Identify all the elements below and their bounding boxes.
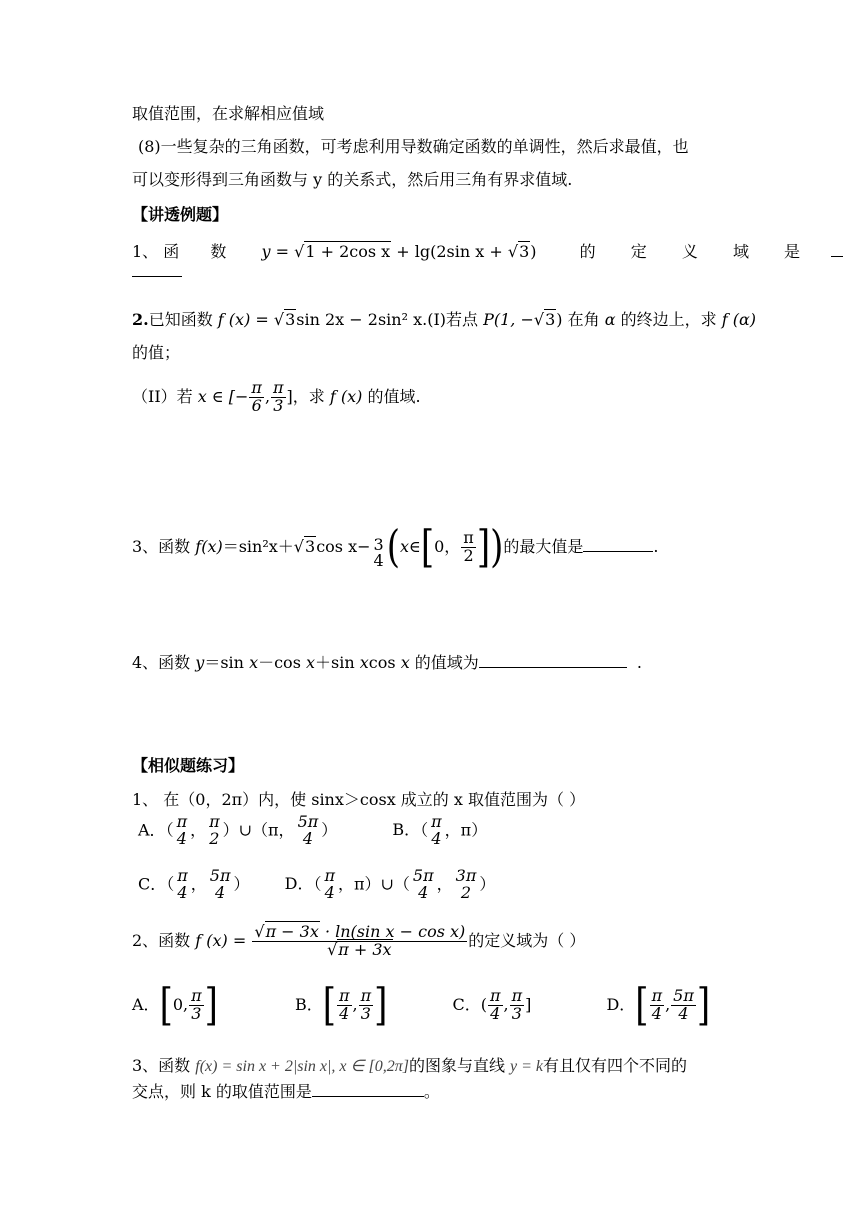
question-2-function: f (x) =	[217, 310, 274, 329]
fraction-denominator: 4	[302, 828, 313, 848]
fraction	[337, 988, 352, 1023]
fraction-numerator: 5π	[673, 986, 694, 1005]
left-bracket: [	[159, 979, 173, 1032]
fraction	[510, 988, 525, 1023]
practice-2-options	[132, 979, 711, 1032]
fraction	[207, 814, 222, 848]
option-a-text: （	[165, 820, 174, 840]
question-3-formula: ＝sin²x＋	[222, 536, 294, 556]
fraction-denominator: 4	[177, 882, 188, 902]
sqrt-symbol: √	[293, 536, 304, 556]
question-2-part-2	[132, 380, 421, 415]
fraction-numerator: π	[489, 986, 501, 1005]
intro-line-1: 取值范围，在求解相应值域	[132, 104, 325, 123]
fraction-denominator: 4	[651, 1003, 662, 1023]
fraction-numerator: 5π	[412, 866, 434, 885]
question-2-part-1: .(I)若点	[422, 310, 484, 329]
question-1-word: 函	[163, 242, 180, 261]
option-c-label: C．	[452, 994, 481, 1014]
practice-2	[132, 924, 585, 959]
practice-3-end: 。	[423, 1082, 440, 1101]
right-brace: )	[490, 521, 504, 574]
question-1	[132, 242, 843, 261]
practice-3-line-2-text: 交点，则 k 的取值范围是	[132, 1082, 312, 1101]
fraction-denominator: 4	[373, 551, 384, 571]
right-bracket: ]	[476, 521, 491, 574]
question-2-part-2-text: 的值域.	[362, 386, 421, 406]
question-1-tail-word: 是	[784, 242, 801, 261]
fraction-numerator: π	[651, 986, 663, 1005]
practice-2-num-rest: · ln(sin x − cos x)	[319, 922, 466, 941]
right-bracket: ]	[204, 979, 218, 1032]
practice-3-line-eq: y = k	[510, 1058, 544, 1075]
question-4-text: －cos	[258, 653, 306, 672]
option-b-text: （	[420, 820, 429, 840]
left-bracket: [	[635, 979, 649, 1032]
question-4-x: x	[306, 653, 316, 672]
left-bracket: [	[322, 979, 336, 1032]
fraction-denominator: 3	[511, 1003, 522, 1023]
fraction	[252, 924, 467, 959]
fraction-denominator: 6	[251, 395, 262, 415]
practice-1-options-ab	[138, 814, 487, 848]
comma: ,	[665, 994, 671, 1014]
fraction	[175, 814, 190, 848]
fraction-numerator: π	[339, 986, 350, 1005]
open-paren: (	[480, 994, 487, 1014]
question-1-answer-blank-b	[132, 276, 182, 277]
fraction-numerator: π	[251, 378, 262, 397]
question-2-alpha: α	[604, 310, 616, 329]
question-2-interval-close: ]	[286, 386, 293, 406]
fraction-numerator: π	[177, 866, 188, 885]
fraction	[296, 814, 321, 848]
practice-3-formula: f(x) = sin x + 2|sin x|, x ∈ [0,2π]	[195, 1058, 409, 1075]
option-c-text: （	[166, 874, 175, 894]
fraction-denominator: 4	[215, 882, 226, 902]
practice-3-text: 的图象与直线	[408, 1056, 511, 1075]
question-2-part-2-text: ，求	[292, 386, 330, 406]
question-1-tail-word: 定	[630, 242, 647, 261]
question-2-text: 的终边上，求	[615, 310, 722, 329]
option-b-label: B．	[392, 820, 421, 840]
option-d-mid: ，π）∪（	[337, 874, 410, 894]
left-brace: (	[386, 521, 400, 574]
separator: ，	[190, 874, 207, 894]
practice-2-function: f (x) =	[195, 930, 252, 950]
question-4-answer-blank	[479, 667, 627, 668]
separator: ，	[436, 874, 453, 894]
right-bracket: ]	[696, 979, 711, 1032]
fraction-denominator: 3	[273, 395, 284, 415]
question-2-number: 2.	[132, 310, 149, 329]
fraction	[322, 868, 337, 902]
fraction	[454, 868, 479, 902]
fraction-denominator: 4	[431, 828, 442, 848]
question-2-point-sqrt: 3	[545, 310, 556, 329]
fraction-numerator: π	[324, 866, 335, 885]
question-3-number: 3、函数	[132, 536, 196, 556]
question-1-number: 1、	[132, 242, 159, 261]
fraction	[249, 380, 264, 415]
fraction-denominator: 4	[678, 1003, 689, 1023]
question-2-text: 在角	[562, 310, 605, 329]
question-3-zero: 0，	[434, 536, 461, 556]
fraction	[359, 988, 374, 1023]
question-4-x: x	[249, 653, 259, 672]
question-2-text: 已知函数	[148, 310, 218, 329]
option-c-end: ）	[233, 874, 250, 894]
question-4-text: cos	[368, 653, 401, 672]
fraction	[208, 868, 233, 902]
question-1-sqrt-3: 3	[519, 242, 530, 261]
question-1-word: 数	[210, 242, 227, 261]
question-4-text: ＝sin	[204, 653, 250, 672]
fraction-numerator: π	[273, 378, 284, 397]
close-bracket: ]	[525, 994, 532, 1014]
question-3-sqrt-3: 3	[305, 536, 316, 556]
comma: ,	[264, 386, 271, 406]
sqrt-symbol: √	[254, 922, 265, 941]
practice-1-stem: 1、 在（0，2π）内，使 sinx＞cosx 成立的 x 取值范围为（ ）	[132, 790, 586, 809]
question-1-tail-word: 的	[579, 242, 596, 261]
question-1-answer-blank-a	[831, 256, 843, 257]
option-a-label: A．	[138, 820, 166, 840]
question-3-domain: x∈	[399, 536, 421, 556]
fraction-denominator: 4	[418, 882, 429, 902]
fraction	[461, 530, 476, 565]
fraction	[189, 988, 204, 1023]
section-title-examples: 【讲透例题】	[132, 205, 229, 224]
question-1-formula-lhs: y =	[261, 242, 295, 261]
separator: ，	[190, 820, 207, 840]
practice-3-line-2	[132, 1082, 440, 1101]
practice-3-number: 3、函数	[132, 1056, 196, 1075]
question-1-tail-word: 义	[681, 242, 698, 261]
question-3-answer-blank	[583, 551, 653, 552]
practice-2-den-sqrt: π + 3x	[338, 939, 392, 959]
option-d-end: ）	[479, 874, 496, 894]
fraction-numerator: π	[431, 812, 442, 831]
fraction-numerator: π	[209, 812, 220, 831]
fraction-denominator: 4	[339, 1003, 350, 1023]
sqrt-symbol: √	[327, 939, 338, 959]
fraction-numerator: π	[191, 986, 202, 1005]
question-1-sqrt-arg: 1 + 2cos x	[305, 242, 391, 261]
comma: ,	[503, 994, 509, 1014]
fraction-numerator: 5π	[297, 812, 319, 831]
question-4-x: x	[400, 653, 410, 672]
sqrt-symbol: √	[533, 310, 545, 329]
option-c-label: C．	[138, 874, 167, 894]
question-2-point: P(1, −	[483, 310, 534, 329]
question-3-tail: 的最大值是	[503, 536, 584, 556]
fraction-denominator: 2	[460, 882, 472, 902]
option-b-label: B．	[294, 994, 323, 1014]
question-2-formula: sin 2x − 2sin² x	[296, 310, 423, 329]
fraction-denominator: 4	[324, 882, 335, 902]
question-3	[132, 521, 659, 574]
question-2-fx: f (x)	[329, 386, 363, 406]
fraction	[488, 988, 503, 1023]
practice-3	[132, 1056, 687, 1076]
sqrt-symbol: √	[294, 242, 305, 261]
question-2-line-2: 的值；	[132, 343, 181, 362]
question-4-text: 4、函数	[132, 653, 196, 672]
fraction-numerator: π	[360, 986, 372, 1005]
fraction-numerator: 3π	[455, 866, 477, 885]
practice-2-number: 2、函数	[132, 930, 196, 950]
question-2-point-close: )	[556, 310, 563, 329]
question-4-x: x	[359, 653, 369, 672]
fraction-numerator: 5π	[209, 866, 231, 885]
intro-line-2: (8)一些复杂的三角函数，可考虑利用导数确定函数的单调性，然后求最值，也	[138, 137, 689, 156]
option-d-label: D．	[284, 874, 314, 894]
right-bracket: ]	[374, 979, 388, 1032]
practice-1-options-cd	[138, 868, 495, 902]
fraction-denominator	[252, 939, 467, 959]
fraction-numerator: π	[463, 528, 474, 547]
question-4-text: 的值域为	[409, 653, 479, 672]
question-2-f-alpha: f (α)	[721, 310, 756, 329]
fraction-denominator: 4	[490, 1003, 501, 1023]
fraction	[671, 988, 696, 1023]
question-2-sqrt-3: 3	[285, 310, 296, 329]
question-1-formula-mid: + lg(2sin x +	[396, 242, 508, 261]
question-2-interval-open: x ∈ [−	[197, 386, 249, 406]
fraction-denominator: 2	[209, 828, 220, 848]
left-bracket: [	[420, 521, 435, 574]
fraction-numerator: 3	[373, 534, 384, 554]
intro-line-3: 可以变形得到三角函数与 y 的关系式，然后用三角有界求值域.	[132, 170, 573, 189]
fraction	[429, 814, 444, 848]
question-4	[132, 653, 642, 672]
question-4-text: ＋sin	[315, 653, 360, 672]
question-1-tail-word: 域	[732, 242, 749, 261]
fraction-denominator: 2	[463, 545, 474, 565]
practice-3-answer-blank	[312, 1096, 424, 1097]
option-a-value: 0,	[172, 994, 189, 1014]
question-4-end: .	[636, 653, 642, 672]
fraction-denominator: 3	[360, 1003, 371, 1023]
question-2-part-2-text: （II）若	[132, 386, 198, 406]
option-a-end: ）	[321, 820, 338, 840]
question-3-function: f(x)	[195, 536, 223, 556]
sqrt-symbol: √	[273, 310, 285, 329]
question-3-cos: cos x−	[316, 536, 371, 556]
question-3-end: .	[653, 536, 659, 556]
option-d-label: D．	[606, 994, 636, 1014]
option-a-label: A．	[132, 994, 160, 1014]
option-d-text: （	[313, 874, 322, 894]
fraction	[372, 534, 386, 571]
fraction	[411, 868, 436, 902]
practice-2-num-sqrt: π − 3x	[265, 922, 319, 941]
practice-2-tail: 的定义域为（ ）	[468, 930, 586, 950]
question-1-formula-close: )	[530, 242, 537, 261]
fraction-denominator: 3	[191, 1003, 202, 1023]
fraction	[650, 988, 665, 1023]
sqrt-symbol: √	[507, 242, 519, 261]
fraction-denominator: 4	[176, 828, 187, 848]
fraction-numerator: π	[176, 812, 188, 831]
question-4-y: y	[195, 653, 205, 672]
question-2	[132, 310, 756, 329]
fraction	[271, 380, 286, 415]
comma: ,	[352, 994, 358, 1014]
option-a-mid: ）∪（π，	[222, 820, 295, 840]
practice-3-text: 有且仅有四个不同的	[543, 1056, 688, 1075]
option-b-end: ，π）	[444, 820, 488, 840]
section-title-practice: 【相似题练习】	[132, 756, 245, 775]
fraction-numerator: π	[511, 986, 523, 1005]
fraction	[175, 868, 190, 902]
